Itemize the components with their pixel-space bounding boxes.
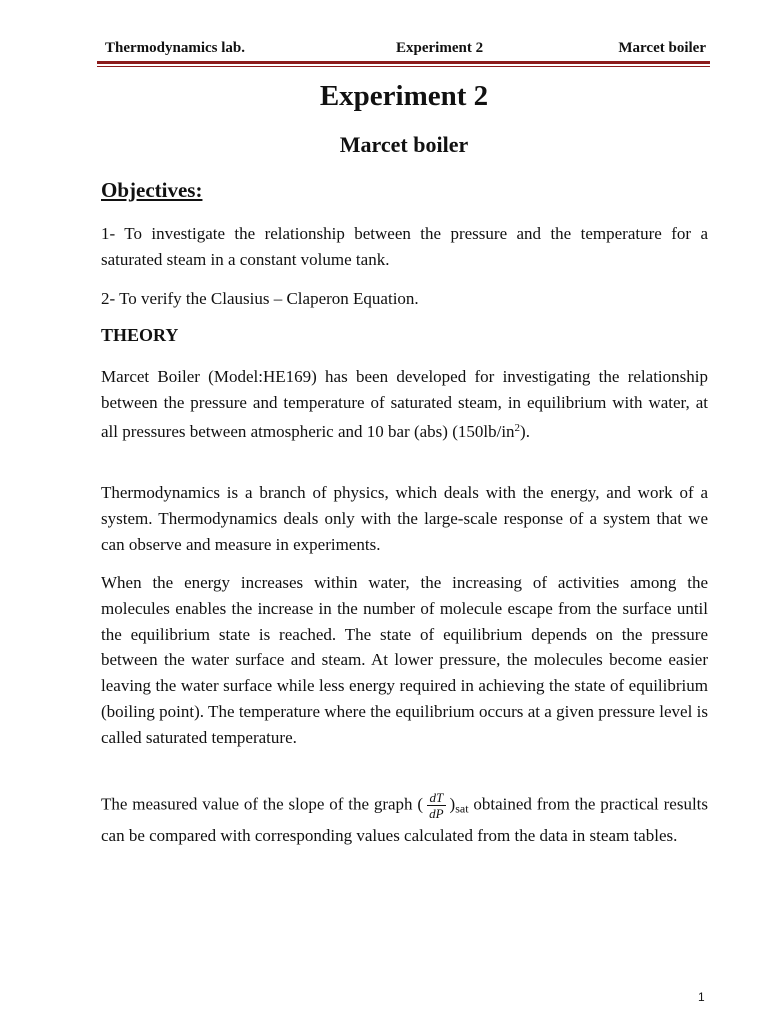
header-course: Thermodynamics lab.: [105, 40, 246, 56]
fraction-denominator: dP: [429, 806, 444, 821]
theory-p4-close: ): [449, 794, 456, 814]
header-rule-thick: [97, 61, 710, 64]
page-number: 1: [698, 990, 705, 1004]
theory-paragraph-2: Thermodynamics is a branch of physics, which deals with the energy, and work of a system. Thermodynamics deals only with the large-scale response of a system that we can observe and measure in experiments.: [101, 483, 708, 554]
page-title: Experiment 2: [319, 80, 489, 112]
fraction-numerator: dT: [427, 790, 445, 806]
subscript-sat: sat: [455, 801, 469, 816]
theory-p4-after: obtained from the practical results can be compared with corresponding values calculated from the data in steam tables.: [101, 794, 709, 846]
theory-paragraph-4: [101, 790, 708, 849]
theory-p1-text: Marcet Boiler (Model:HE169) has been developed for investigating the relationship between the pressure and temperature of saturated steam, in equilibrium with water, at all pressures between atmospheric and 10 bar (abs) (150lb/in: [101, 367, 708, 441]
objective-item-1: 1- To investigate the relationship between the pressure and the temperature for a saturated steam in a constant volume tank.: [101, 224, 708, 269]
superscript-two: 2: [514, 421, 521, 434]
header-rule-thin: [97, 66, 710, 67]
page-header: [100, 38, 706, 60]
theory-paragraph-1: [101, 364, 708, 444]
header-topic: Marcet boiler: [618, 40, 706, 56]
theory-heading: THEORY: [101, 325, 179, 345]
objectives-heading: Objectives:: [101, 178, 203, 202]
header-experiment: Experiment 2: [396, 40, 484, 56]
page-subtitle: Marcet boiler: [339, 132, 469, 157]
fraction-dT-dP: [427, 790, 445, 821]
theory-paragraph-3: When the energy increases within water, the increasing of activities among the molecules enables the increase in the number of molecule escape from the surface until the equilibrium state is reached. The state of equilibrium depends on the pressure between the water surface and steam. At lower pressure, the molecules become easier leaving the water surface while less energy required in achieving the state of equilibrium (boiling point). The temperature where the equilibrium occurs at a given pressure level is called saturated temperature.: [101, 573, 708, 747]
theory-p4-before: The measured value of the slope of the graph (: [101, 794, 424, 814]
theory-p1-end: ).: [520, 421, 530, 441]
objective-item-2: 2- To verify the Clausius – Claperon Equation.: [101, 289, 419, 308]
